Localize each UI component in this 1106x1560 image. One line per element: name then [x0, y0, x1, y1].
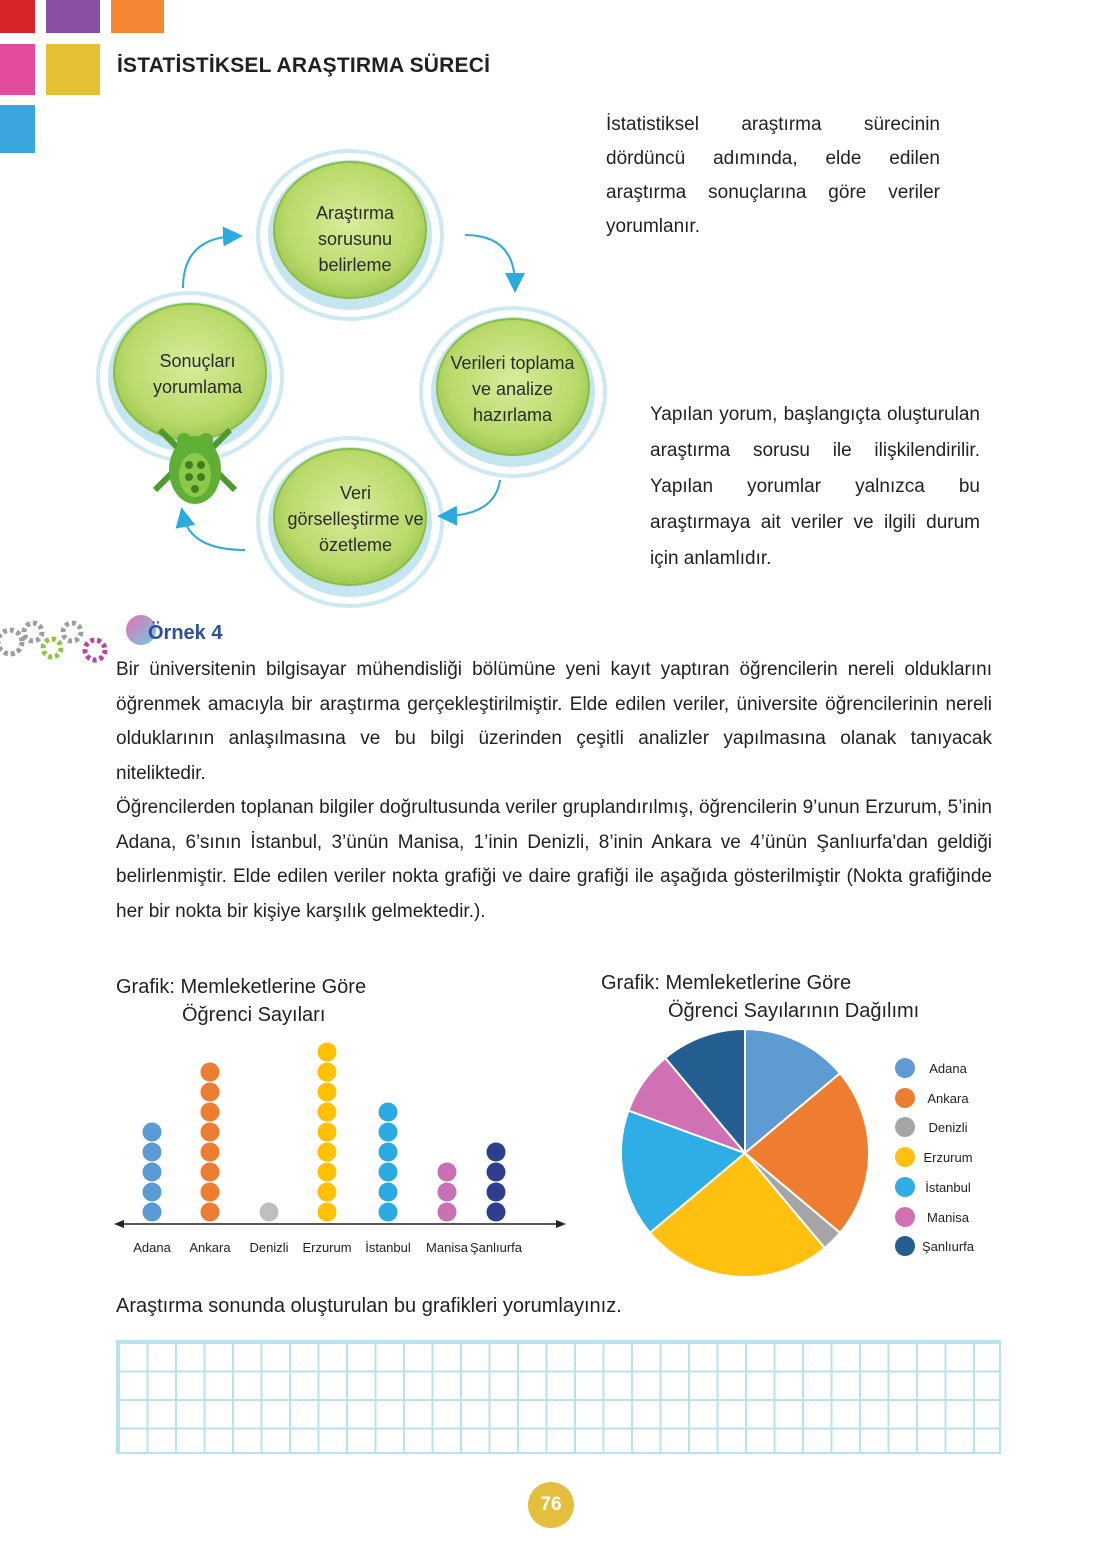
dot-Adana: [143, 1143, 162, 1162]
dot-İstanbul: [379, 1103, 398, 1122]
dot-Erzurum: [318, 1183, 337, 1202]
legend-label: Erzurum: [923, 1150, 973, 1166]
dot-Ankara: [201, 1143, 220, 1162]
dot-İstanbul: [379, 1163, 398, 1182]
legend-label: Şanlıurfa: [921, 1239, 975, 1255]
dot-chart: [110, 1040, 570, 1240]
dot-Şanlıurfa: [487, 1163, 506, 1182]
decor-square-red: [0, 0, 35, 33]
dot-chart-tick-label: Şanlıurfa: [469, 1240, 523, 1255]
dot-İstanbul: [379, 1123, 398, 1142]
dot-Erzurum: [318, 1103, 337, 1122]
dot-chart-tick-label: Manisa: [426, 1240, 468, 1255]
example-paragraph-2: Öğrencilerden toplanan bilgiler doğrultusunda veriler gruplandırılmış, öğrencilerin 9’unun Erzurum, 5’inin Adana, 6’sının İstanbul, 3’ünün Manisa, 1’inin Denizli, 8’inin Ankara ve 4’ünün Şanlıurfa'dan geldiği belirlenmiştir. Elde edilen veriler nokta grafiği ve daire grafiği ile aşağıda gösterilmiştir (Nokta grafiğinde her bir nokta bir kişiye karşılık gelmektedir.).: [116, 797, 992, 922]
legend-label: Adana: [929, 1061, 967, 1076]
question-text: Araştırma sonunda oluşturulan bu grafikleri yorumlayınız.: [116, 1295, 622, 1317]
example-paragraph-1: Bir üniversitenin bilgisayar mühendisliği bölümüne yeni kayıt yaptıran öğrencilerin nereli olduklarını öğrenmek amacıyla bir araştırma gerçekleştirilmiştir. Elde edilen veriler, üniversite öğrencilerinin nereli olduklarının anlaşılmasına ve bu bilgi üzerinden çeşitli analizler yapılmasına olanak tanıyacak niteliktedir.: [116, 659, 992, 784]
dot-Erzurum: [318, 1163, 337, 1182]
dot-chart-tick-label: Adana: [133, 1240, 171, 1255]
cycle-step-2: Verileri toplama ve analize hazırlama: [450, 353, 575, 425]
dot-Ankara: [201, 1163, 220, 1182]
side-text: Yapılan yorum, başlangıçta oluşturulan araştırma sorusu ile ilişkilendirilir. Yapılan yorumlar yalnızca bu araştırmaya ait veriler ve ilgili durum için anlamlıdır.: [650, 404, 980, 569]
legend-swatch: [895, 1117, 915, 1137]
dot-Erzurum: [318, 1123, 337, 1142]
dot-chart-title-line1: Grafik: Memleketlerine Göre: [116, 976, 367, 998]
dot-Erzurum: [318, 1083, 337, 1102]
dot-Erzurum: [318, 1063, 337, 1082]
legend-label: Ankara: [927, 1090, 969, 1106]
dot-chart-tick-label: İstanbul: [365, 1240, 411, 1255]
dot-Ankara: [201, 1203, 220, 1222]
dot-Erzurum: [318, 1143, 337, 1162]
dot-Adana: [143, 1203, 162, 1222]
dot-İstanbul: [379, 1183, 398, 1202]
pie-chart-title-line1: Grafik: Memleketlerine Göre: [601, 972, 852, 994]
legend-swatch: [895, 1058, 915, 1078]
dot-İstanbul: [379, 1143, 398, 1162]
dot-chart-tick-label: Erzurum: [302, 1240, 352, 1255]
dot-Erzurum: [318, 1203, 337, 1222]
decor-square-blue: [0, 105, 35, 153]
cycle-arrow-1: [465, 235, 515, 285]
decor-square-pink: [0, 44, 35, 95]
dot-Ankara: [201, 1183, 220, 1202]
dot-Şanlıurfa: [487, 1143, 506, 1162]
decor-square-orange: [111, 0, 164, 33]
decor-square-yellow: [46, 44, 100, 95]
legend-label: İstanbul: [925, 1179, 971, 1195]
legend-swatch: [895, 1147, 915, 1167]
legend-label: Manisa: [927, 1209, 969, 1225]
intro-text: İstatistiksel araştırma sürecinin dördüncü adımında, elde edilen araştırma sonuçlarına göre veriler yorumlanır.: [606, 114, 940, 237]
frog-icon: [155, 430, 235, 504]
gears-icon: [0, 618, 110, 666]
dot-İstanbul: [379, 1203, 398, 1222]
cycle-arrow-2: [445, 480, 500, 516]
cycle-arrow-3: [183, 515, 245, 550]
axis-arrow-left: [114, 1220, 124, 1228]
cycle-step-3: Veri görselleştirme ve özetleme: [287, 483, 424, 555]
dot-Manisa: [438, 1203, 457, 1222]
answer-grid[interactable]: [116, 1340, 1001, 1454]
dot-Ankara: [201, 1123, 220, 1142]
cycle-step-1: Araştırma sorusunu belirleme: [315, 203, 394, 275]
dot-Adana: [143, 1163, 162, 1182]
page-number: 76: [528, 1482, 574, 1528]
legend-swatch: [895, 1236, 915, 1256]
legend-swatch: [895, 1207, 915, 1227]
pie-chart: [615, 1025, 875, 1285]
pie-chart-title-line2: Öğrenci Sayılarının Dağılımı: [668, 1000, 920, 1022]
dot-Denizli: [260, 1203, 279, 1222]
cycle-arrow-4: [183, 236, 235, 288]
axis-arrow-right: [556, 1220, 566, 1228]
page-title: İSTATİSTİKSEL ARAŞTIRMA SÜRECİ: [117, 54, 491, 77]
dot-Erzurum: [318, 1043, 337, 1062]
legend-label: Denizli: [928, 1120, 968, 1136]
dot-Ankara: [201, 1103, 220, 1122]
dot-Adana: [143, 1183, 162, 1202]
cycle-step-4: Sonuçları yorumlama: [152, 351, 243, 397]
legend-swatch: [895, 1177, 915, 1197]
dot-Şanlıurfa: [487, 1203, 506, 1222]
dot-Ankara: [201, 1083, 220, 1102]
dot-Şanlıurfa: [487, 1183, 506, 1202]
legend-swatch: [895, 1088, 915, 1108]
dot-chart-tick-label: Denizli: [249, 1240, 289, 1255]
dot-Ankara: [201, 1063, 220, 1082]
dot-chart-title-line2: Öğrenci Sayıları: [182, 1004, 326, 1026]
dot-chart-tick-label: Ankara: [189, 1240, 231, 1255]
decor-square-purple: [46, 0, 100, 33]
example-title: Örnek 4: [148, 622, 223, 644]
dot-Manisa: [438, 1163, 457, 1182]
dot-Manisa: [438, 1183, 457, 1202]
dot-Adana: [143, 1123, 162, 1142]
